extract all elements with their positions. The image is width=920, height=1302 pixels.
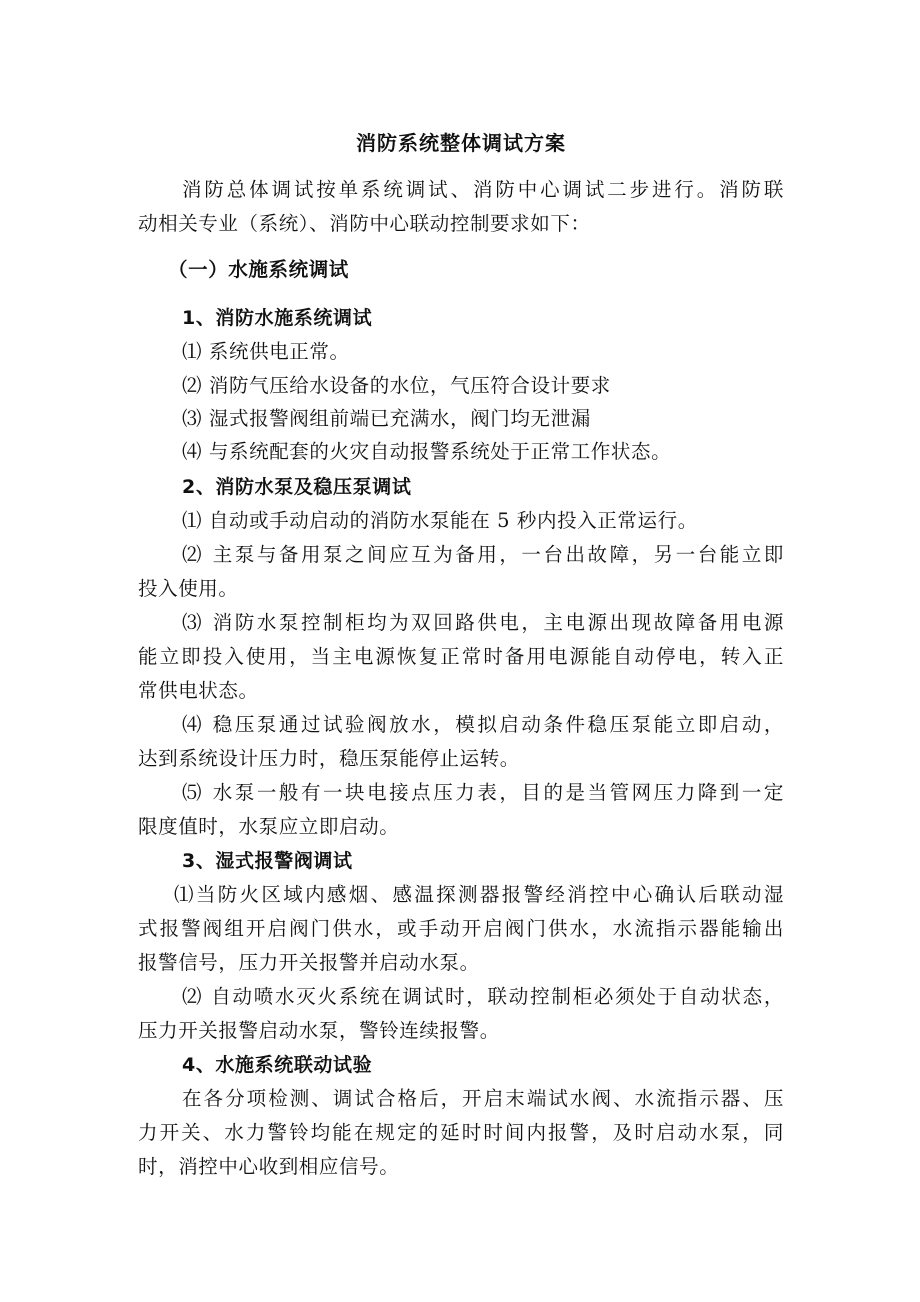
paragraph-line: ⑸ 水泵一般有一块电接点压力表，目的是当管网压力降到一定 [182,781,784,804]
section-heading: （一）水施系统调试 [168,258,349,281]
paragraph-line: 力开关、水力警铃均能在规定的延时时间内报警，及时启动水泵，同 [138,1121,784,1144]
list-item: ⑶ 湿式报警阀组前端已充满水，阀门均无泄漏 [182,407,591,430]
list-item: ⑷ 与系统配套的火灾自动报警系统处于正常工作状态。 [182,440,672,463]
subsection-1-heading: 1、消防水施系统调试 [182,307,373,329]
paragraph-line: 达到系统设计压力时，稳压泵能停止运转。 [138,747,520,770]
paragraph-line: 在各分项检测、调试合格后，开启末端试水阀、水流指示器、压 [182,1087,784,1110]
paragraph-line: ⑷ 稳压泵通过试验阀放水，模拟启动条件稳压泵能立即启动， [182,713,784,736]
paragraph-line: 压力开关报警启动水泵，警铃连续报警。 [138,1019,500,1042]
paragraph-line: 报警信号，压力开关报警并启动水泵。 [138,951,480,974]
list-item: ⑵ 消防气压给水设备的水位，气压符合设计要求 [182,374,611,397]
paragraph-line: ⑵ 自动喷水灭火系统在调试时，联动控制柜必须处于自动状态， [182,985,784,1008]
subsection-3-heading: 3、湿式报警阀调试 [182,850,353,872]
paragraph-line: ⑵ 主泵与备用泵之间应互为备用，一台出故障，另一台能立即 [182,543,784,566]
paragraph-line: 投入使用。 [138,577,239,600]
list-item: ⑴ 系统供电正常。 [182,340,350,363]
paragraph-line: ⑶ 消防水泵控制柜均为双回路供电，主电源出现故障备用电源 [182,611,784,634]
paragraph-line: ⑴当防火区域内感烟、感温探测器报警经消控中心确认后联动湿 [174,883,784,906]
intro-line-1: 消防总体调试按单系统调试、消防中心调试二步进行。消防联 [182,178,784,201]
subsection-4-heading: 4、水施系统联动试验 [182,1054,373,1076]
paragraph-line: 式报警阀组开启阀门供水，或手动开启阀门供水，水流指示器能输出 [138,917,784,940]
subsection-2-heading: 2、消防水泵及稳压泵调试 [182,476,412,498]
paragraph-line: 能立即投入使用，当主电源恢复正常时备用电源能自动停电，转入正 [138,645,784,668]
document-title: 消防系统整体调试方案 [356,131,566,155]
paragraph-line: 常供电状态。 [138,679,259,702]
intro-line-2: 动相关专业（系统）、消防中心联动控制要求如下： [138,212,591,235]
paragraph-line: 时，消控中心收到相应信号。 [138,1155,400,1178]
paragraph-line: ⑴ 自动或手动启动的消防水泵能在 5 秒内投入正常运行。 [182,509,698,532]
paragraph-line: 限度值时，水泵应立即启动。 [138,815,400,838]
